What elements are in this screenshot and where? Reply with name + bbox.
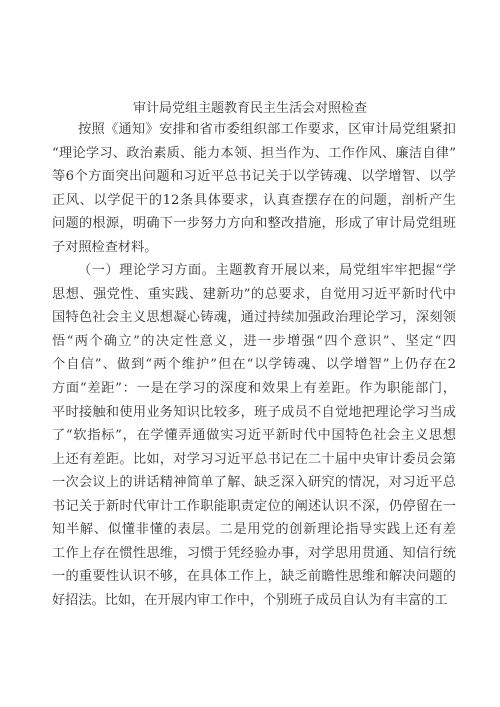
text-line: 一的重要性认识不够，在具体工作上，缺乏前瞻性思维和解决问题的 <box>52 569 456 585</box>
text-line: 问题的根源，明确下一步努力方向和整改措施，形成了审计局党组班 <box>52 216 456 232</box>
paragraph <box>52 118 456 259</box>
document-title: 审计局党组主题教育民主生活会对照检查 <box>132 101 367 116</box>
text-line: 方面“差距”：一是在学习的深度和效果上有差距。作为职能部门， <box>52 381 456 397</box>
text-line: 书记关于新时代审计工作职能职责定位的阐述认识不深，仍停留在一 <box>52 498 456 514</box>
text-line: 国特色社会主义思想凝心铸魂，通过持续加强政治理论学习，深刻领 <box>52 310 456 326</box>
text-line: 平时接触和使用业务知识比较多，班子成员不自觉地把理论学习当成 <box>52 404 456 420</box>
text-line: “理论学习、政治素质、能力本领、担当作为、工作作风、廉洁自律” <box>52 145 456 161</box>
text-line: 悟“两个确立”的决定性意义，进一步增强“四个意识”、坚定“四 <box>52 333 456 349</box>
text-line: 上还有差距。比如，对学习习近平总书记在二十届中央审计委员会第 <box>52 451 456 467</box>
text-line: 按照《通知》安排和省市委组织部工作要求，区审计局党组紧扣 <box>78 122 456 137</box>
text-line: 一次会议上的讲话精神简单了解、缺乏深入研究的情况，对习近平总 <box>52 475 456 491</box>
text-line: （一）理论学习方面。主题教育开展以来，局党组牢牢把握“学 <box>78 263 456 279</box>
paragraph <box>52 259 456 612</box>
text-line: 思想、强党性、重实践、建新功”的总要求，自觉用习近平新时代中 <box>52 286 456 302</box>
document-body <box>52 118 456 612</box>
text-line: 工作上存在惯性思维，习惯于凭经验办事，对学思用贯通、知信行统 <box>52 545 456 561</box>
text-line: 好招法。比如，在开展内审工作中，个别班子成员自认为有丰富的工 <box>52 592 448 608</box>
text-line: 知半解、似懂非懂的表层。二是用党的创新理论指导实践上还有差 <box>52 522 456 538</box>
text-line: 等6个方面突出问题和习近平总书记关于以学铸魂、以学增智、以学 <box>52 169 456 185</box>
text-line: 正风、以学促干的12条具体要求，认真查摆存在的问题，剖析产生 <box>52 192 456 208</box>
text-line: 子对照检查材料。 <box>52 239 158 255</box>
text-line: 个自信”、做到“两个维护”但在“以学铸魂、以学增智”上仍存在2 <box>52 357 456 373</box>
text-line: 了“软指标”，在学懂弄通做实习近平新时代中国特色社会主义思想 <box>52 428 456 444</box>
